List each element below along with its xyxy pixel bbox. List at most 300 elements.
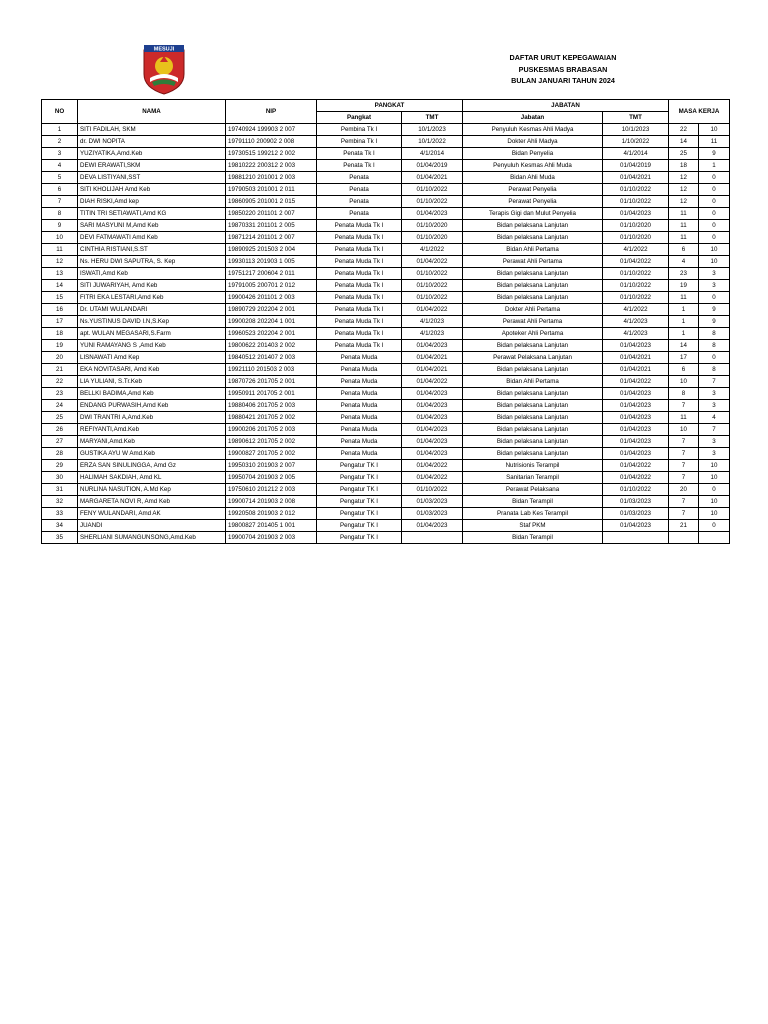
cell-tmt-pangkat: 01/04/2023	[402, 520, 463, 532]
cell-masa-bulan: 9	[699, 316, 730, 328]
cell-nama: SITI KHOLIJAH Amd Keb	[78, 184, 226, 196]
cell-masa-bulan: 7	[699, 424, 730, 436]
cell-no: 10	[42, 232, 78, 244]
cell-nip: 19880421 201705 2 002	[226, 412, 317, 424]
cell-tmt-jabatan: 01/04/2022	[603, 472, 669, 484]
cell-masa-bulan: 10	[699, 508, 730, 520]
cell-nama: JUANDI	[78, 520, 226, 532]
cell-jabatan: Bidan pelaksana Lanjutan	[463, 388, 603, 400]
cell-nip: 19791005 200701 2 012	[226, 280, 317, 292]
cell-tmt-jabatan: 4/1/2023	[603, 328, 669, 340]
logo-text: MESUJI	[153, 46, 175, 53]
cell-pangkat: Penata Muda	[317, 376, 402, 388]
cell-jabatan: Bidan Ahli Pertama	[463, 376, 603, 388]
cell-nip: 19900714 201903 2 008	[226, 496, 317, 508]
table-row	[42, 412, 730, 424]
cell-masa-tahun: 14	[669, 136, 699, 148]
cell-jabatan: Bidan Penyelia	[463, 148, 603, 160]
cell-tmt-pangkat: 01/04/2023	[402, 412, 463, 424]
cell-masa-tahun: 12	[669, 172, 699, 184]
cell-tmt-pangkat: 4/1/2023	[402, 328, 463, 340]
cell-nama: FENY WULANDARI, Amd AK	[78, 508, 226, 520]
cell-pangkat: Penata Muda	[317, 388, 402, 400]
cell-tmt-jabatan: 01/04/2023	[603, 520, 669, 532]
cell-nama: ISWATI,Amd Keb	[78, 268, 226, 280]
cell-masa-bulan	[699, 532, 730, 544]
cell-nip: 19880406 201705 2 003	[226, 400, 317, 412]
cell-tmt-pangkat: 01/04/2023	[402, 340, 463, 352]
cell-nama: DEVI FATMAWATI Amd Keb	[78, 232, 226, 244]
header-pangkat: Pangkat	[317, 112, 402, 124]
header-pangkat-group: PANGKAT	[317, 100, 463, 112]
cell-tmt-pangkat: 01/10/2022	[402, 184, 463, 196]
table-row	[42, 340, 730, 352]
cell-nama: Dr. UTAMI WULANDARI	[78, 304, 226, 316]
table-row	[42, 244, 730, 256]
document-header	[448, 52, 678, 87]
cell-masa-tahun: 18	[669, 160, 699, 172]
cell-jabatan: Dokter Ahli Pertama	[463, 304, 603, 316]
cell-jabatan: Bidan pelaksana Lanjutan	[463, 280, 603, 292]
cell-tmt-jabatan: 01/04/2022	[603, 376, 669, 388]
cell-masa-tahun: 22	[669, 124, 699, 136]
cell-nama: apt. WULAN MEGASARI,S.Farm	[78, 328, 226, 340]
cell-pangkat: Penata Muda Tk I	[317, 232, 402, 244]
mesuji-logo	[140, 44, 188, 96]
cell-masa-bulan: 0	[699, 208, 730, 220]
table-row	[42, 208, 730, 220]
cell-nip: 19850220 201101 2 007	[226, 208, 317, 220]
table-row	[42, 136, 730, 148]
cell-pangkat: Penata Muda	[317, 436, 402, 448]
cell-nip: 19881210 201001 2 003	[226, 172, 317, 184]
cell-nama: MARYANI,Amd.Keb	[78, 436, 226, 448]
table-row	[42, 328, 730, 340]
cell-no: 34	[42, 520, 78, 532]
header-no: NO	[42, 100, 78, 124]
cell-masa-bulan: 10	[699, 496, 730, 508]
cell-masa-tahun: 8	[669, 388, 699, 400]
cell-no: 1	[42, 124, 78, 136]
cell-nip: 19890925 201503 2 004	[226, 244, 317, 256]
cell-nama: SHERLIANI SUMANGUNSONG,Amd.Keb	[78, 532, 226, 544]
cell-jabatan: Terapis Gigi dan Mulut Penyelia	[463, 208, 603, 220]
cell-tmt-jabatan: 01/03/2023	[603, 496, 669, 508]
cell-jabatan: Bidan pelaksana Lanjutan	[463, 364, 603, 376]
cell-masa-bulan: 3	[699, 448, 730, 460]
cell-nip: 19950704 201903 2 005	[226, 472, 317, 484]
cell-tmt-jabatan: 01/03/2023	[603, 508, 669, 520]
cell-no: 3	[42, 148, 78, 160]
cell-jabatan: Perawat Penyelia	[463, 184, 603, 196]
cell-masa-bulan: 0	[699, 232, 730, 244]
cell-pangkat: Penata Muda Tk I	[317, 268, 402, 280]
cell-jabatan: Bidan Terampil	[463, 496, 603, 508]
cell-no: 5	[42, 172, 78, 184]
cell-jabatan: Dokter Ahli Madya	[463, 136, 603, 148]
header-tmt-pangkat: TMT	[402, 112, 463, 124]
cell-nip: 19890729 202204 2 001	[226, 304, 317, 316]
cell-masa-tahun: 1	[669, 316, 699, 328]
cell-tmt-jabatan: 01/10/2022	[603, 268, 669, 280]
cell-nip: 19900208 202204 1 001	[226, 316, 317, 328]
table-row	[42, 520, 730, 532]
cell-masa-tahun: 14	[669, 340, 699, 352]
cell-masa-tahun: 10	[669, 376, 699, 388]
cell-no: 4	[42, 160, 78, 172]
header-institution: PUSKESMAS BRABASAN	[518, 64, 608, 74]
cell-tmt-jabatan: 01/10/2020	[603, 232, 669, 244]
cell-tmt-jabatan: 1/10/2022	[603, 136, 669, 148]
cell-tmt-pangkat: 01/10/2022	[402, 484, 463, 496]
cell-no: 9	[42, 220, 78, 232]
cell-masa-tahun: 11	[669, 232, 699, 244]
cell-tmt-pangkat: 01/04/2019	[402, 160, 463, 172]
cell-jabatan: Sanitarian Terampil	[463, 472, 603, 484]
cell-no: 19	[42, 340, 78, 352]
cell-masa-tahun: 7	[669, 472, 699, 484]
header-masa-kerja: MASA KERJA	[669, 100, 730, 124]
cell-jabatan: Perawat Pelaksana Lanjutan	[463, 352, 603, 364]
cell-jabatan: Bidan pelaksana Lanjutan	[463, 232, 603, 244]
cell-nip: 19950310 201903 2 007	[226, 460, 317, 472]
cell-nip: 19900704 201903 2 003	[226, 532, 317, 544]
cell-no: 14	[42, 280, 78, 292]
cell-tmt-pangkat: 01/03/2023	[402, 496, 463, 508]
cell-masa-tahun: 25	[669, 148, 699, 160]
cell-nama: Ns.YUSTINUS DAVID I.N,S.Kep	[78, 316, 226, 328]
cell-nama: LISNAWATI Amd Kep	[78, 352, 226, 364]
cell-nama: DIAH RISKI,Amd kep	[78, 196, 226, 208]
cell-masa-bulan: 0	[699, 184, 730, 196]
cell-no: 16	[42, 304, 78, 316]
cell-nama: dr. DWI NOPITA	[78, 136, 226, 148]
cell-tmt-pangkat: 01/10/2022	[402, 196, 463, 208]
cell-masa-tahun: 20	[669, 484, 699, 496]
cell-tmt-pangkat: 10/1/2023	[402, 124, 463, 136]
cell-jabatan: Perawat Penyelia	[463, 196, 603, 208]
cell-nama: FITRI EKA LESTARI,Amd Keb	[78, 292, 226, 304]
cell-pangkat: Penata Muda	[317, 364, 402, 376]
table-row	[42, 220, 730, 232]
cell-tmt-pangkat: 10/1/2022	[402, 136, 463, 148]
cell-masa-bulan: 10	[699, 256, 730, 268]
table-row	[42, 400, 730, 412]
cell-masa-tahun: 23	[669, 268, 699, 280]
cell-nip: 19920508 201903 2 012	[226, 508, 317, 520]
header-tmt-jabatan: TMT	[603, 112, 669, 124]
cell-masa-bulan: 11	[699, 136, 730, 148]
staff-table	[41, 99, 730, 544]
cell-masa-bulan: 3	[699, 436, 730, 448]
cell-masa-tahun: 7	[669, 448, 699, 460]
table-row	[42, 172, 730, 184]
cell-no: 11	[42, 244, 78, 256]
cell-no: 6	[42, 184, 78, 196]
table-row	[42, 376, 730, 388]
cell-masa-bulan: 4	[699, 412, 730, 424]
cell-masa-tahun: 12	[669, 184, 699, 196]
cell-tmt-jabatan: 4/1/2022	[603, 304, 669, 316]
cell-nip: 19800622 201403 2 002	[226, 340, 317, 352]
table-row	[42, 436, 730, 448]
cell-pangkat: Penata	[317, 184, 402, 196]
cell-tmt-pangkat: 01/04/2021	[402, 352, 463, 364]
cell-nama: Ns. HERU DWI SAPUTRA, S. Kep	[78, 256, 226, 268]
cell-nip: 19900426 201101 2 003	[226, 292, 317, 304]
cell-no: 12	[42, 256, 78, 268]
table-row	[42, 424, 730, 436]
table-row	[42, 292, 730, 304]
cell-tmt-pangkat: 01/04/2023	[402, 388, 463, 400]
cell-tmt-pangkat: 01/04/2022	[402, 376, 463, 388]
cell-pangkat: Penata Tk I	[317, 148, 402, 160]
cell-masa-bulan: 10	[699, 472, 730, 484]
cell-pangkat: Penata Muda Tk I	[317, 316, 402, 328]
cell-nip: 19870726 201705 2 001	[226, 376, 317, 388]
table-row	[42, 124, 730, 136]
cell-nip: 19751217 200604 2 011	[226, 268, 317, 280]
cell-pangkat: Penata Muda	[317, 412, 402, 424]
table-row	[42, 448, 730, 460]
cell-nip: 19800827 201405 1 001	[226, 520, 317, 532]
cell-nama: ERZA SAN SINULINGGA, Amd Gz	[78, 460, 226, 472]
cell-masa-bulan: 0	[699, 196, 730, 208]
cell-masa-tahun: 6	[669, 364, 699, 376]
cell-nama: DEWI ERAWATI,SKM	[78, 160, 226, 172]
cell-pangkat: Pembina Tk I	[317, 136, 402, 148]
cell-masa-bulan: 7	[699, 376, 730, 388]
cell-nama: HALIMAH SAKDIAH, Amd KL	[78, 472, 226, 484]
cell-tmt-pangkat: 01/04/2023	[402, 436, 463, 448]
cell-tmt-pangkat: 01/10/2022	[402, 280, 463, 292]
cell-no: 22	[42, 376, 78, 388]
cell-tmt-pangkat: 01/04/2021	[402, 364, 463, 376]
cell-masa-tahun: 11	[669, 412, 699, 424]
cell-tmt-jabatan: 01/04/2023	[603, 436, 669, 448]
cell-masa-tahun	[669, 532, 699, 544]
cell-tmt-jabatan: 4/1/2014	[603, 148, 669, 160]
cell-jabatan: Bidan pelaksana Lanjutan	[463, 220, 603, 232]
table-row	[42, 352, 730, 364]
cell-jabatan: Penyuluh Kesmas Ahli Muda	[463, 160, 603, 172]
cell-pangkat: Penata Muda Tk I	[317, 280, 402, 292]
cell-nip: 19810222 200312 2 003	[226, 160, 317, 172]
cell-masa-bulan: 0	[699, 292, 730, 304]
cell-tmt-jabatan: 01/10/2022	[603, 196, 669, 208]
cell-tmt-jabatan: 10/1/2023	[603, 124, 669, 136]
cell-pangkat: Penata Muda Tk I	[317, 292, 402, 304]
table-row	[42, 460, 730, 472]
cell-nip: 19840512 201407 2 003	[226, 352, 317, 364]
table-row	[42, 364, 730, 376]
cell-no: 35	[42, 532, 78, 544]
cell-tmt-pangkat: 01/04/2022	[402, 472, 463, 484]
cell-nip: 19890612 201705 2 002	[226, 436, 317, 448]
cell-tmt-jabatan: 01/04/2023	[603, 400, 669, 412]
cell-masa-tahun: 7	[669, 436, 699, 448]
cell-tmt-pangkat: 01/04/2023	[402, 208, 463, 220]
cell-masa-bulan: 10	[699, 124, 730, 136]
table-row	[42, 496, 730, 508]
cell-masa-tahun: 17	[669, 352, 699, 364]
cell-pangkat: Penata Muda Tk I	[317, 256, 402, 268]
cell-pangkat: Pengatur TK I	[317, 472, 402, 484]
cell-tmt-pangkat: 01/03/2023	[402, 508, 463, 520]
cell-nama: NURLINA NASUTION, A.Md Kep	[78, 484, 226, 496]
cell-pangkat: Pengatur TK I	[317, 460, 402, 472]
cell-masa-bulan: 9	[699, 304, 730, 316]
cell-masa-tahun: 21	[669, 520, 699, 532]
cell-pangkat: Pengatur TK I	[317, 496, 402, 508]
cell-masa-bulan: 0	[699, 220, 730, 232]
cell-jabatan: Bidan pelaksana Lanjutan	[463, 412, 603, 424]
cell-masa-bulan: 3	[699, 268, 730, 280]
cell-jabatan: Nutrisionis Terampil	[463, 460, 603, 472]
cell-no: 30	[42, 472, 78, 484]
cell-masa-bulan: 3	[699, 280, 730, 292]
cell-tmt-jabatan: 01/04/2023	[603, 208, 669, 220]
table-row	[42, 184, 730, 196]
cell-nama: EKA NOVITASARI, Amd Keb	[78, 364, 226, 376]
cell-pangkat: Pengatur TK I	[317, 520, 402, 532]
cell-tmt-jabatan: 01/04/2023	[603, 412, 669, 424]
cell-nama: DWI TRANTRI A,Amd.Keb	[78, 412, 226, 424]
cell-tmt-pangkat: 01/04/2023	[402, 424, 463, 436]
cell-no: 29	[42, 460, 78, 472]
cell-pangkat: Penata Muda Tk I	[317, 328, 402, 340]
cell-tmt-jabatan: 01/10/2022	[603, 484, 669, 496]
cell-jabatan: Perawat Ahli Pertama	[463, 256, 603, 268]
cell-tmt-jabatan	[603, 532, 669, 544]
cell-pangkat: Pengatur TK I	[317, 484, 402, 496]
cell-masa-tahun: 7	[669, 508, 699, 520]
cell-no: 28	[42, 448, 78, 460]
cell-no: 8	[42, 208, 78, 220]
cell-nip: 19960523 202204 2 001	[226, 328, 317, 340]
cell-masa-bulan: 0	[699, 352, 730, 364]
cell-nip: 19870331 201101 2 005	[226, 220, 317, 232]
cell-no: 26	[42, 424, 78, 436]
cell-pangkat: Penata	[317, 196, 402, 208]
cell-nip: 19900827 201705 2 002	[226, 448, 317, 460]
header-period: BULAN JANUARI TAHUN 2024	[511, 76, 615, 86]
cell-tmt-pangkat: 4/1/2022	[402, 244, 463, 256]
cell-masa-bulan: 3	[699, 400, 730, 412]
table-row	[42, 388, 730, 400]
cell-tmt-pangkat: 01/04/2021	[402, 172, 463, 184]
table-row	[42, 256, 730, 268]
cell-tmt-jabatan: 01/04/2022	[603, 256, 669, 268]
cell-tmt-pangkat: 01/04/2023	[402, 400, 463, 412]
cell-no: 32	[42, 496, 78, 508]
cell-nip: 19860905 201001 2 015	[226, 196, 317, 208]
table-row	[42, 196, 730, 208]
cell-pangkat: Penata Muda Tk I	[317, 244, 402, 256]
cell-masa-bulan: 8	[699, 328, 730, 340]
cell-no: 27	[42, 436, 78, 448]
cell-jabatan: Bidan Ahli Muda	[463, 172, 603, 184]
cell-jabatan: Bidan pelaksana Lanjutan	[463, 292, 603, 304]
cell-tmt-jabatan: 4/1/2022	[603, 244, 669, 256]
cell-jabatan: Pranata Lab Kes Terampil	[463, 508, 603, 520]
cell-tmt-jabatan: 01/10/2022	[603, 280, 669, 292]
cell-masa-bulan: 0	[699, 172, 730, 184]
cell-jabatan: Penyuluh Kesmas Ahli Madya	[463, 124, 603, 136]
cell-tmt-jabatan: 01/04/2019	[603, 160, 669, 172]
cell-tmt-pangkat: 01/04/2022	[402, 304, 463, 316]
cell-no: 31	[42, 484, 78, 496]
cell-masa-tahun: 12	[669, 196, 699, 208]
cell-tmt-jabatan: 4/1/2023	[603, 316, 669, 328]
table-row	[42, 148, 730, 160]
cell-tmt-pangkat: 01/04/2022	[402, 256, 463, 268]
cell-pangkat: Penata Muda	[317, 424, 402, 436]
cell-jabatan: Apoteker Ahli Pertama	[463, 328, 603, 340]
cell-tmt-pangkat: 4/1/2014	[402, 148, 463, 160]
cell-no: 20	[42, 352, 78, 364]
cell-masa-tahun: 11	[669, 292, 699, 304]
cell-jabatan: Perawat Ahli Pertama	[463, 316, 603, 328]
cell-nip: 19871214 201101 2 007	[226, 232, 317, 244]
table-row	[42, 532, 730, 544]
cell-nama: MARGARETA NOVI R, Amd Keb	[78, 496, 226, 508]
cell-pangkat: Penata Muda Tk I	[317, 340, 402, 352]
cell-jabatan: Perawat Pelaksana	[463, 484, 603, 496]
table-row	[42, 508, 730, 520]
cell-pangkat: Penata	[317, 208, 402, 220]
cell-no: 15	[42, 292, 78, 304]
cell-masa-bulan: 3	[699, 388, 730, 400]
cell-masa-tahun: 4	[669, 256, 699, 268]
table-row	[42, 232, 730, 244]
table-row	[42, 268, 730, 280]
cell-nama: BELLKI BADIMA,Amd Keb	[78, 388, 226, 400]
cell-tmt-jabatan: 01/04/2023	[603, 448, 669, 460]
cell-jabatan: Bidan pelaksana Lanjutan	[463, 340, 603, 352]
cell-no: 17	[42, 316, 78, 328]
cell-no: 7	[42, 196, 78, 208]
cell-masa-tahun: 6	[669, 244, 699, 256]
cell-pangkat: Pengatur TK I	[317, 508, 402, 520]
table-row	[42, 280, 730, 292]
cell-masa-tahun: 1	[669, 304, 699, 316]
cell-tmt-jabatan: 01/04/2021	[603, 352, 669, 364]
cell-tmt-pangkat: 01/10/2022	[402, 268, 463, 280]
header-nama: NAMA	[78, 100, 226, 124]
cell-nama: SITI JUWARIYAH, Amd Keb	[78, 280, 226, 292]
cell-jabatan: Bidan Terampil	[463, 532, 603, 544]
cell-nip: 19930113 201903 1 005	[226, 256, 317, 268]
cell-pangkat: Penata Muda	[317, 352, 402, 364]
cell-nip: 19730515 199212 2 002	[226, 148, 317, 160]
cell-nip: 19950911 201705 2 001	[226, 388, 317, 400]
cell-nip: 19921110 201503 2 003	[226, 364, 317, 376]
header-jabatan: Jabatan	[463, 112, 603, 124]
table-body	[42, 124, 730, 544]
table-row	[42, 316, 730, 328]
cell-tmt-jabatan: 01/04/2023	[603, 388, 669, 400]
header-title: DAFTAR URUT KEPEGAWAIAN	[509, 53, 617, 62]
cell-masa-bulan: 1	[699, 160, 730, 172]
cell-pangkat: Penata Muda Tk I	[317, 304, 402, 316]
cell-tmt-jabatan: 01/10/2020	[603, 220, 669, 232]
cell-pangkat: Penata Tk I	[317, 160, 402, 172]
cell-tmt-jabatan: 01/04/2022	[603, 460, 669, 472]
header-nip: NIP	[226, 100, 317, 124]
cell-tmt-jabatan: 01/04/2023	[603, 424, 669, 436]
cell-nama: CINTHIA RISTIANI,S.ST	[78, 244, 226, 256]
